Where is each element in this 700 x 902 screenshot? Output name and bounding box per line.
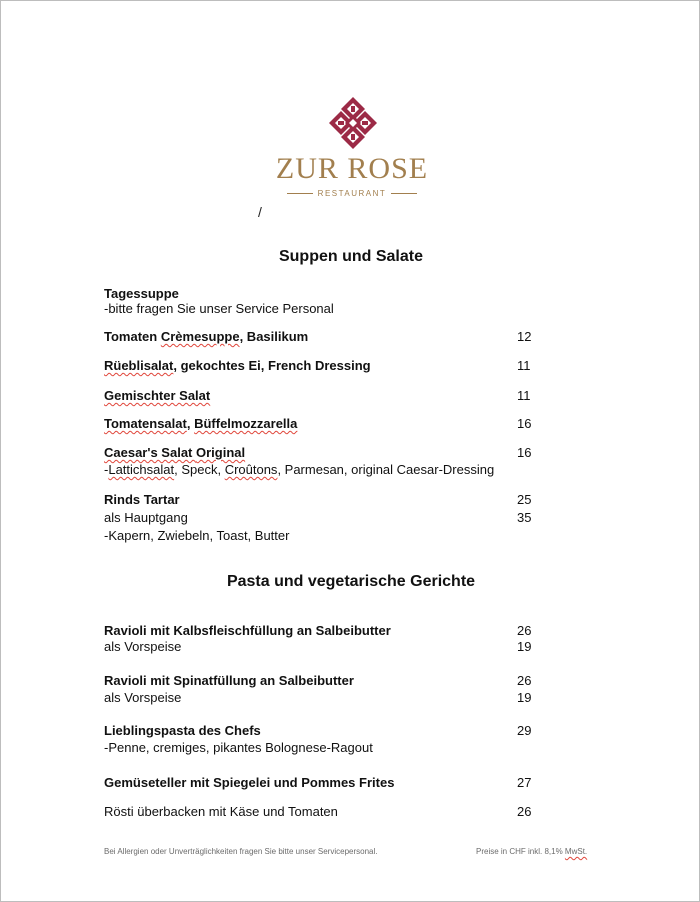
item-desc-part: , Parmesan, original Caesar-Dressing	[277, 462, 495, 477]
divider-line	[391, 193, 417, 194]
restaurant-logo	[275, 97, 429, 201]
item-description: -bitte fragen Sie unser Service Personal	[104, 301, 334, 316]
rose-emblem-icon	[325, 97, 381, 149]
item-name-part: , gekochtes Ei, French Dressing	[173, 358, 371, 373]
item-desc-part: Lattichsalat	[108, 462, 175, 477]
item-name-part: Caesar's Salat	[104, 445, 196, 460]
item-price: 12	[517, 329, 532, 344]
restaurant-subtitle-row	[275, 187, 429, 199]
item-name-part: Gemischter Salat	[104, 388, 211, 403]
item-description: -Kapern, Zwiebeln, Toast, Butter	[104, 528, 290, 543]
allergy-note: Bei Allergien oder Unverträglichkeiten fragen Sie bitte unser Servicepersonal.	[104, 847, 378, 856]
item-price: 16	[517, 416, 532, 431]
item-variant: als Vorspeise	[104, 639, 182, 654]
item-desc-part: Croûtons	[224, 462, 278, 477]
item-variant-price: 19	[517, 639, 532, 654]
item-price: 26	[517, 623, 532, 638]
item-price: 29	[517, 723, 532, 738]
item-name: Ravioli mit Spinatfüllung an Salbeibutter	[104, 673, 354, 688]
item-price: 27	[517, 775, 532, 790]
item-name: Rinds Tartar	[104, 492, 180, 507]
item-price: 16	[517, 445, 532, 460]
item-price: 26	[517, 804, 532, 819]
item-name: Gemüseteller mit Spiegelei und Pommes Frites	[104, 775, 395, 790]
item-name-part: ,	[186, 416, 195, 431]
item-description: -Penne, cremiges, pikantes Bolognese-Ragout	[104, 740, 373, 755]
restaurant-subtitle: RESTAURANT	[317, 188, 387, 198]
item-name	[104, 416, 297, 432]
item-price: 11	[517, 388, 531, 403]
price-note-part: MwSt.	[564, 847, 588, 856]
restaurant-name: ZUR ROSE	[275, 152, 429, 185]
item-name: Tagessuppe	[104, 286, 179, 301]
item-price: 11	[517, 358, 531, 373]
stray-slash: /	[258, 204, 262, 220]
price-note-part: Preise in CHF inkl. 8,1%	[476, 847, 565, 856]
item-name	[104, 358, 371, 374]
section-title-pasta: Pasta und vegetarische Gerichte	[226, 573, 476, 590]
item-variant: als Vorspeise	[104, 690, 182, 705]
item-name-part: Original	[195, 445, 246, 460]
item-name: Rösti überbacken mit Käse und Tomaten	[104, 804, 338, 819]
item-name-part: Büffelmozzarella	[194, 416, 298, 431]
item-name-part: Rüeblisalat	[104, 358, 174, 373]
divider-line	[287, 193, 313, 194]
item-name	[104, 329, 308, 345]
item-variant: als Hauptgang	[104, 510, 188, 525]
price-note	[476, 847, 587, 856]
item-desc-part: , Speck,	[174, 462, 225, 477]
item-name-part: Tomatensalat	[104, 416, 187, 431]
item-description	[104, 462, 494, 478]
section-title-soups: Suppen und Salate	[278, 248, 423, 265]
item-name-part: , Basilikum	[239, 329, 309, 344]
item-name: Ravioli mit Kalbsfleischfüllung an Salbeibutter	[104, 623, 391, 638]
item-desc-part: -	[104, 462, 109, 477]
item-name	[104, 445, 245, 461]
item-variant-price: 35	[517, 510, 532, 525]
item-name-part: Crèmesuppe	[160, 329, 240, 344]
item-name: Lieblingspasta des Chefs	[104, 723, 261, 738]
item-name-part: Tomaten	[104, 329, 161, 344]
item-name	[104, 388, 210, 404]
item-variant-price: 19	[517, 690, 532, 705]
item-price: 25	[517, 492, 532, 507]
item-price: 26	[517, 673, 532, 688]
